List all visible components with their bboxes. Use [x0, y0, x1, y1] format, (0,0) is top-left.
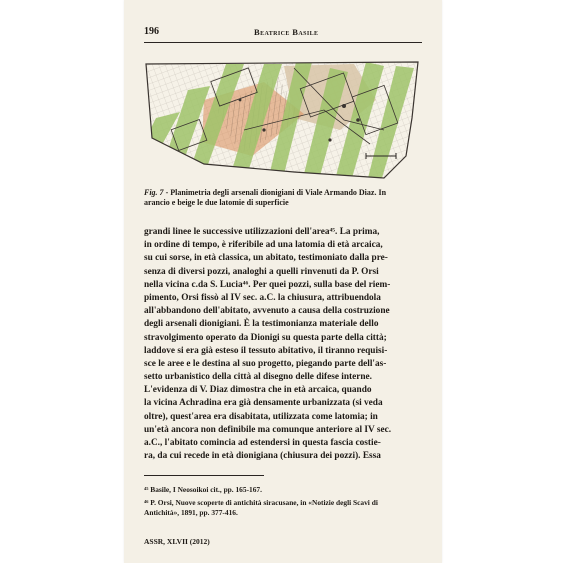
body-line: un'età ancora non definibile ma comunque anteriore al IV sec. — [144, 424, 392, 435]
footnote-45 — [144, 485, 422, 495]
body-line: stravolgimento operato da Dionigi su questa parte della città; — [144, 332, 387, 343]
body-line: nella vicina c.da S. Lucia⁴⁶. Per quei pozzi, sulla base del riem- — [144, 279, 391, 290]
body-line: L'evidenza di V. Diaz dimostra che in età arcaica, quando — [144, 385, 372, 396]
body-line: la vicina Achradina era già densamente urbanizzata (si veda — [144, 398, 383, 409]
running-head — [144, 26, 422, 40]
body-line: senza di diversi pozzi, analoghi a quelli rinvenuti da P. Orsi — [144, 266, 379, 277]
footnote-line: ⁴⁵ Basile, I Neosoikoi cit., pp. 165-167. — [144, 485, 262, 494]
body-line: sce le aree e le destina al suo progetto, piegando parte dell'as- — [144, 358, 387, 369]
body-line: all'abbandono dell'abitato, avvenuto a causa della costruzione — [144, 306, 390, 317]
footnote-line: Antichità», 1891, pp. 377-416. — [144, 508, 238, 517]
body-line: setto urbanistico della città al disegno delle difese interne. — [144, 372, 373, 383]
body-line: grandi linee le successive utilizzazioni dell'area⁴⁵. La prima, — [144, 227, 380, 237]
journal-footer: ASSR, XLVII (2012) — [144, 537, 210, 546]
site-plan-figure — [144, 60, 422, 182]
body-line: in ordine di tempo, è riferibile ad una latomia di età arcaica, — [144, 240, 383, 251]
footnote-rule — [144, 475, 264, 476]
body-line: ra, da cui recede in età dionigiana (chiusura dei pozzi). Essa — [144, 451, 381, 462]
body-line: a.C., l'abitato comincia ad estendersi in questa fascia costie- — [144, 438, 381, 448]
body-text — [144, 226, 422, 463]
figure-caption — [144, 188, 422, 208]
running-head-author: Beatrice Basile — [254, 27, 319, 37]
caption-line-2: arancio e beige le due latomie di superficie — [144, 198, 289, 207]
footnote-46 — [144, 498, 422, 518]
caption-line-1: - Planimetria degli arsenali dionigiani di Viale Armando Diaz. In — [163, 188, 387, 197]
book-page — [124, 0, 442, 563]
body-line: laddove si era già esteso il tessuto abitativo, il tiranno requisi- — [144, 345, 388, 356]
footnote-line: ⁴⁶ P. Orsi, Nuove scoperte di antichità siracusane, in «Notizie degli Scavi di — [144, 498, 378, 507]
page-number: 196 — [144, 26, 159, 37]
caption-label: Fig. 7 — [144, 188, 164, 197]
site-plan-drawing — [144, 60, 422, 182]
body-line: su cui sorse, in età classica, un abitato, testimoniato dalla pre- — [144, 253, 388, 264]
header-rule — [144, 42, 422, 43]
footnotes — [144, 485, 422, 521]
body-line: degli arsenali dionigiani. È la testimonianza materiale dello — [144, 319, 379, 330]
body-line: pimento, Orsi fissò al IV sec. a.C. la chiusura, attribuendola — [144, 292, 381, 303]
body-line: oltre), quest'area era disabitata, utilizzata come latomia; in — [144, 411, 378, 422]
